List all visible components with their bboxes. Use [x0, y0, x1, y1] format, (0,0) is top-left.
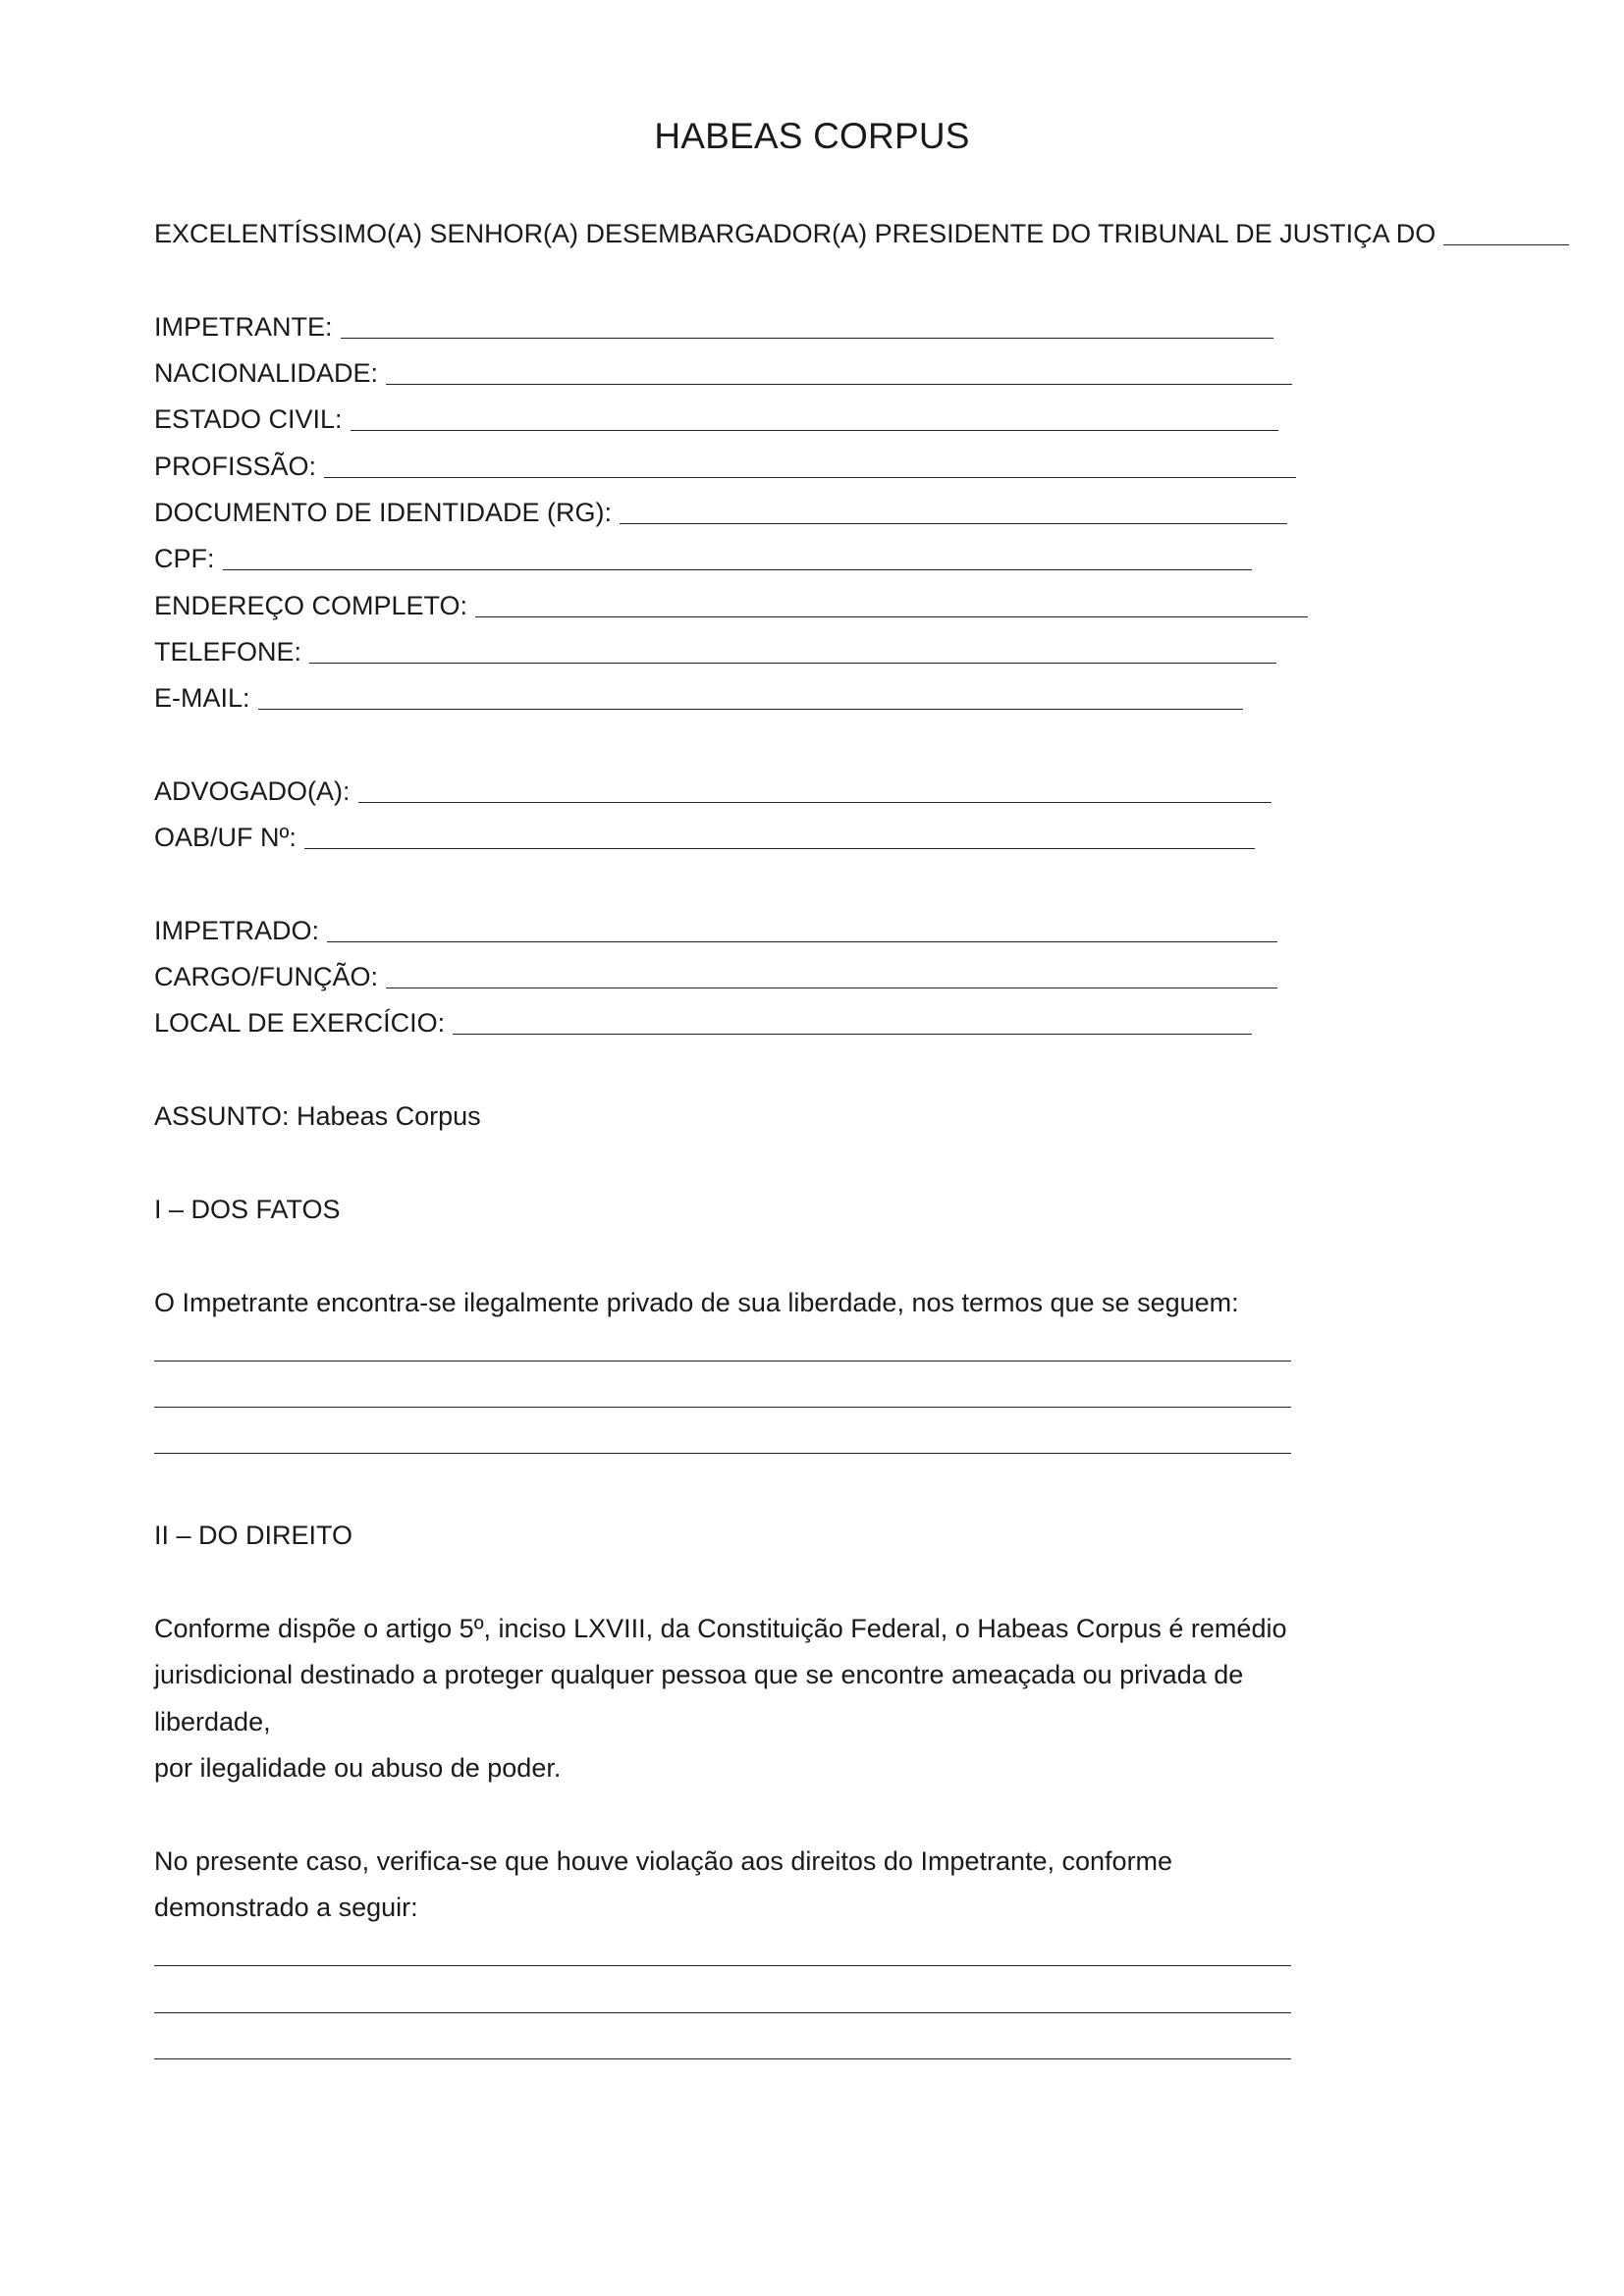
- field-telefone: [154, 632, 1276, 667]
- direito-paragraph-line: Conforme dispõe o artigo 5º, inciso LXVIII, da Constituição Federal, o Habeas Corpus é remédio: [154, 1614, 1287, 1643]
- addressee-line: [154, 214, 1569, 249]
- field-endereco: [154, 586, 1308, 621]
- direito-paragraph-line: No presente caso, verifica-se que houve violação aos direitos do Impetrante, conforme: [154, 1846, 1173, 1876]
- field-rg: [154, 493, 1287, 528]
- field-blank: [304, 848, 1255, 849]
- direito-paragraph-line: liberdade,: [154, 1707, 271, 1736]
- field-blank: [386, 384, 1292, 385]
- fatos-text: O Impetrante encontra-se ilegalmente privado de sua liberdade, nos termos que se seguem:: [154, 1288, 1239, 1317]
- field-blank: [475, 616, 1308, 617]
- field-label: ESTADO CIVIL:: [154, 404, 343, 434]
- field-label: IMPETRADO:: [154, 916, 320, 945]
- field-blank: [620, 523, 1287, 524]
- field-blank: [351, 430, 1278, 431]
- field-cargo: [154, 957, 1277, 992]
- field-label: DOCUMENTO DE IDENTIDADE (RG):: [154, 498, 613, 527]
- direito-blank-line: [154, 2012, 1291, 2013]
- field-impetrante: [154, 307, 1273, 343]
- field-label: CPF:: [154, 544, 215, 573]
- field-blank: [358, 802, 1272, 803]
- field-email: [154, 678, 1243, 714]
- fatos-blank-line: [154, 1453, 1291, 1454]
- field-nacionalidade: [154, 353, 1292, 389]
- field-local: [154, 1003, 1252, 1039]
- field-label: CARGO/FUNÇÃO:: [154, 962, 379, 991]
- field-estado-civil: [154, 400, 1278, 435]
- fatos-blank-line: [154, 1361, 1291, 1362]
- section-heading-direito: II – DO DIREITO: [154, 1521, 353, 1550]
- section-heading-fatos: I – DOS FATOS: [154, 1195, 341, 1224]
- assunto-line: ASSUNTO: Habeas Corpus: [154, 1101, 481, 1131]
- direito-blank-line: [154, 2058, 1291, 2059]
- field-blank: [341, 338, 1273, 339]
- field-blank: [223, 569, 1252, 570]
- field-cpf: [154, 539, 1252, 574]
- field-oab: [154, 818, 1255, 853]
- document-title: HABEAS CORPUS: [654, 116, 970, 156]
- field-label: OAB/UF Nº:: [154, 823, 297, 852]
- field-label: PROFISSÃO:: [154, 452, 317, 481]
- field-advogado: [154, 772, 1272, 807]
- field-label: LOCAL DE EXERCÍCIO:: [154, 1008, 446, 1038]
- direito-paragraph-line: por ilegalidade ou abuso de poder.: [154, 1753, 562, 1783]
- addressee-text: EXCELENTÍSSIMO(A) SENHOR(A) DESEMBARGADOR(A) PRESIDENTE DO TRIBUNAL DE JUSTIÇA DO: [154, 219, 1436, 248]
- field-blank: [258, 709, 1243, 710]
- field-label: TELEFONE:: [154, 637, 302, 667]
- field-blank: [327, 941, 1277, 942]
- field-profissao: [154, 447, 1296, 482]
- field-blank: [324, 477, 1296, 478]
- field-blank: [309, 663, 1276, 664]
- direito-blank-line: [154, 1965, 1291, 1966]
- field-label: NACIONALIDADE:: [154, 358, 379, 388]
- field-label: ENDEREÇO COMPLETO:: [154, 591, 468, 620]
- field-label: ADVOGADO(A):: [154, 776, 351, 806]
- field-label: IMPETRANTE:: [154, 312, 333, 342]
- direito-paragraph-line: jurisdicional destinado a proteger qualquer pessoa que se encontre ameaçada ou privada de: [154, 1660, 1244, 1689]
- tribunal-blank: [1443, 244, 1569, 245]
- fatos-blank-line: [154, 1407, 1291, 1408]
- field-blank: [453, 1034, 1252, 1035]
- direito-paragraph-line: demonstrado a seguir:: [154, 1893, 418, 1922]
- field-label: E-MAIL:: [154, 683, 250, 713]
- field-impetrado: [154, 911, 1277, 946]
